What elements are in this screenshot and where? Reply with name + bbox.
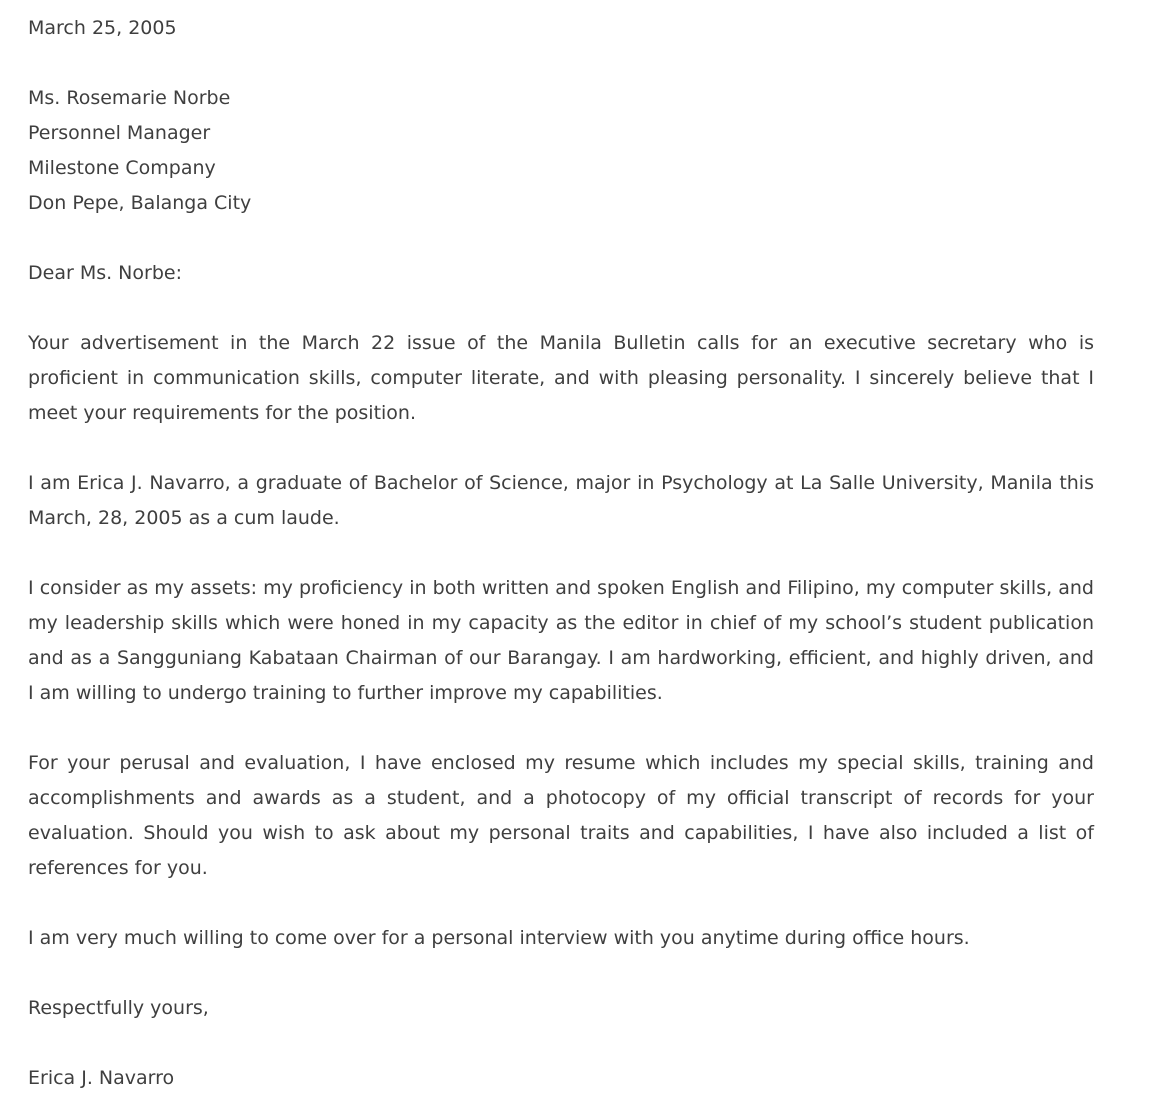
recipient-name: Ms. Rosemarie Norbe [28, 87, 231, 109]
closing: Respectfully yours, [28, 997, 209, 1019]
salutation: Dear Ms. Norbe: [28, 262, 182, 284]
recipient-block [28, 81, 1094, 221]
letter-date: March 25, 2005 [28, 17, 177, 39]
body-paragraph-4: For your perusal and evaluation, I have enclosed my resume which includes my special skills, training and accomplishments and awards as a student, and a photocopy of my official transcript of records for your evaluation. Should you wish to ask about my personal traits and capabilities, I have also included a list of references for you. [28, 752, 1094, 879]
recipient-company: Milestone Company [28, 157, 216, 179]
recipient-title: Personnel Manager [28, 122, 211, 144]
body-paragraph-1: Your advertisement in the March 22 issue of the Manila Bulletin calls for an executive secretary who is proficient in communication skills, computer literate, and with pleasing personality. I sincerely believe that I meet your requirements for the position. [28, 332, 1094, 424]
body-paragraph-2: I am Erica J. Navarro, a graduate of Bachelor of Science, major in Psychology at La Salle University, Manila this March, 28, 2005 as a cum laude. [28, 472, 1094, 529]
cover-letter [28, 11, 1094, 1096]
signature-name: Erica J. Navarro [28, 1067, 175, 1089]
body-paragraph-5: I am very much willing to come over for a personal interview with you anytime during office hours. [28, 927, 970, 949]
body-paragraph-3: I consider as my assets: my proficiency in both written and spoken English and Filipino, my computer skills, and my leadership skills which were honed in my capacity as the editor in chief of my school’s student publication and as a Sangguniang Kabataan Chairman of our Barangay. I am hardworking, efficient, and highly driven, and I am willing to undergo training to further improve my capabilities. [28, 577, 1094, 704]
recipient-address: Don Pepe, Balanga City [28, 192, 252, 214]
